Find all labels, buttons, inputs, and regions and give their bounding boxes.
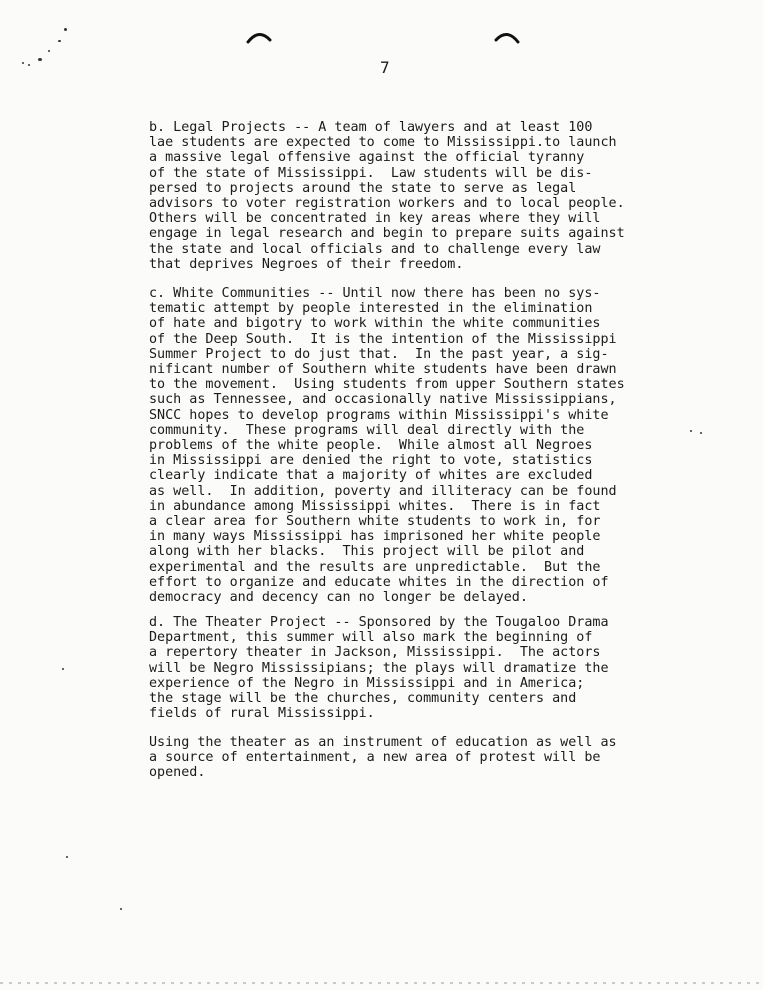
text-line: of the Deep South. It is the intention of the Mississippi — [149, 331, 617, 347]
scan-speck — [38, 58, 42, 61]
text-line: experimental and the results are unpredictable. But the — [149, 559, 601, 575]
text-line: a massive legal offensive against the official tyranny — [149, 150, 585, 166]
binder-punch-mark-left — [246, 30, 272, 44]
scan-speck — [64, 28, 67, 31]
text-line: c. White Communities -- Until now there has been no sys- — [149, 286, 601, 301]
text-line: community. These programs will deal directly with the — [149, 422, 585, 438]
text-line: in Mississippi are denied the right to vote, statistics — [149, 453, 593, 469]
scan-speck — [48, 50, 50, 52]
scan-speck — [58, 40, 61, 42]
text-line: persed to projects around the state to serve as legal — [149, 180, 577, 196]
text-line: nificant number of Southern white students have been drawn — [149, 362, 617, 378]
text-line: engage in legal research and begin to prepare suits against — [149, 226, 625, 242]
text-line: the state and local officials and to challenge every law — [149, 241, 601, 257]
text-line: in abundance among Mississippi whites. There is in fact — [149, 498, 601, 514]
text-line: of hate and bigotry to work within the white communities — [149, 316, 601, 332]
text-line: democracy and decency can no longer be delayed. — [149, 590, 528, 606]
text-line: fields of rural Mississippi. — [149, 706, 375, 722]
text-line: experience of the Negro in Mississippi and in America; — [149, 675, 585, 691]
scan-edge-dashes — [0, 982, 763, 984]
text-line: SNCC hopes to develop programs within Mississippi's white — [149, 407, 609, 423]
text-line: advisors to voter registration workers and to local people. — [149, 196, 625, 212]
page-number: 7 — [380, 58, 390, 77]
scan-speck — [62, 668, 64, 670]
scan-speck — [690, 430, 692, 432]
paragraph-legal-projects — [149, 120, 709, 272]
text-line: Others will be concentrated in key areas where they will — [149, 211, 601, 227]
text-line: a source of entertainment, a new area of protest will be — [149, 750, 601, 766]
text-line: of the state of Mississippi. Law students will be dis- — [149, 165, 593, 181]
text-line: such as Tennessee, and occasionally native Mississippians, — [149, 392, 617, 408]
text-line: in many ways Mississippi has imprisoned her white people — [149, 529, 601, 545]
text-line: problems of the white people. While almost all Negroes — [149, 438, 593, 454]
text-line: clearly indicate that a majority of whites are excluded — [149, 468, 593, 484]
text-line: Using the theater as an instrument of education as well as — [149, 735, 617, 750]
text-line: that deprives Negroes of their freedom. — [149, 256, 464, 272]
paragraph-theater-project — [149, 615, 709, 721]
paragraph-theater-education — [149, 735, 709, 781]
text-line: Summer Project to do just that. In the past year, a sig- — [149, 346, 609, 362]
scan-speck — [28, 64, 30, 66]
text-line: the stage will be the churches, community centers and — [149, 691, 577, 707]
text-line: Department, this summer will also mark the beginning of — [149, 630, 593, 646]
text-line: along with her blacks. This project will be pilot and — [149, 544, 585, 560]
text-line: a repertory theater in Jackson, Mississippi. The actors — [149, 645, 601, 661]
text-line: to the movement. Using students from upper Southern states — [149, 377, 625, 393]
text-line: d. The Theater Project -- Sponsored by the Tougaloo Drama — [149, 615, 609, 630]
text-line: b. Legal Projects -- A team of lawyers and at least 100 — [149, 120, 593, 135]
text-line: as well. In addition, poverty and illiteracy can be found — [149, 483, 617, 499]
text-line: effort to organize and educate whites in the direction of — [149, 574, 609, 590]
text-line: lae students are expected to come to Mississippi.to launch — [149, 135, 617, 151]
scan-speck — [22, 62, 24, 64]
text-line: opened. — [149, 765, 206, 781]
paragraph-white-communities — [149, 286, 709, 605]
scan-speck — [66, 856, 68, 858]
text-line: will be Negro Mississipians; the plays will dramatize the — [149, 660, 609, 676]
scan-speck — [700, 432, 702, 434]
scan-speck — [120, 908, 122, 910]
text-line: tematic attempt by people interested in the elimination — [149, 301, 593, 317]
binder-punch-mark-right — [494, 30, 520, 44]
text-line: a clear area for Southern white students to work in, for — [149, 514, 601, 530]
